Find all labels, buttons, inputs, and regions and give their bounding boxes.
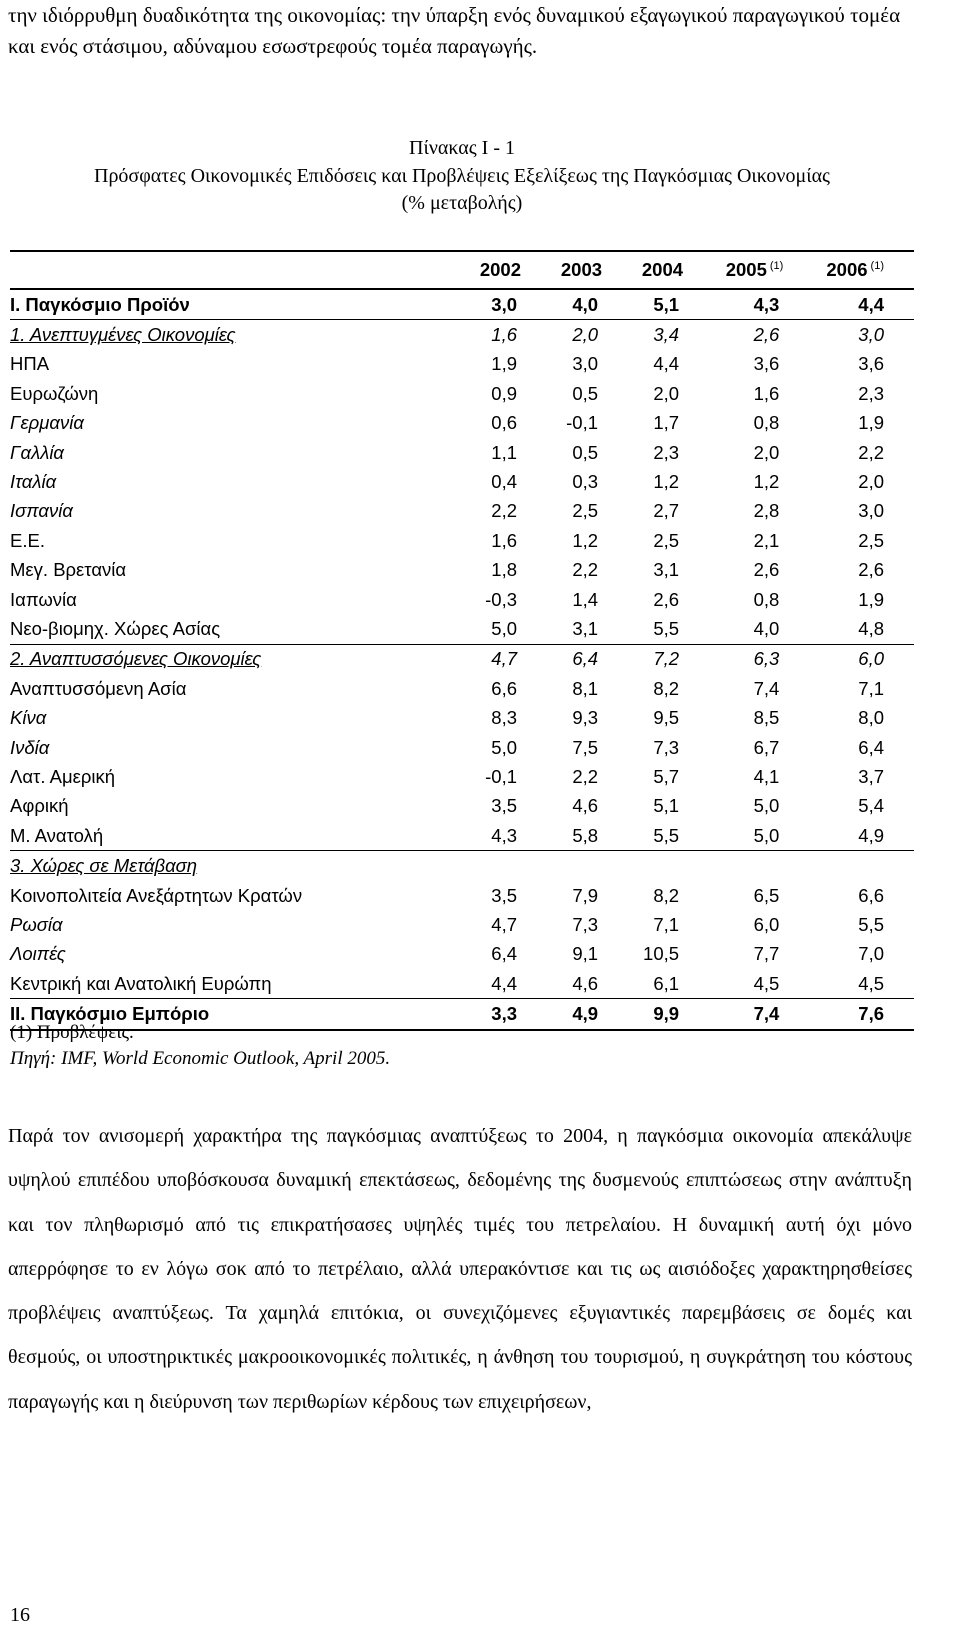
row-value: 2,1: [753, 529, 780, 551]
row-value: 2,5: [858, 529, 884, 551]
row-value: 5,0: [753, 795, 780, 817]
row-value: 0,8: [753, 412, 780, 434]
row-value: 3,0: [572, 353, 599, 375]
row-value: 3,3: [468, 999, 549, 1030]
table-row: [10, 733, 914, 762]
row-value: 8,2: [653, 677, 680, 699]
row-value: 6,1: [630, 969, 711, 999]
row-value: 1,6: [491, 529, 518, 551]
row-value: 2,3: [858, 382, 884, 404]
row-value: 3,4: [653, 324, 680, 346]
row-value: 0,5: [572, 441, 599, 463]
row-value: 4,7: [491, 913, 518, 935]
row-value: 4,6: [572, 795, 599, 817]
row-value: 6,0: [753, 913, 780, 935]
row-value: 2,2: [491, 500, 518, 522]
row-value: 1,1: [491, 441, 518, 463]
row-value: 4,3: [468, 821, 549, 851]
row-value: 2,2: [572, 765, 599, 787]
row-value: 5,7: [653, 765, 680, 787]
table-row: [10, 910, 914, 939]
table-row: [10, 762, 914, 791]
row-label: Ε.Ε.: [10, 529, 45, 551]
row-value: 7,0: [858, 943, 884, 965]
table-caption-block: [10, 134, 914, 216]
row-label: ΗΠΑ: [10, 353, 50, 375]
row-value: 2,2: [572, 559, 599, 581]
row-label: Κοινοπολιτεία Ανεξάρτητων Κρατών: [10, 884, 303, 906]
row-value: -0,1: [566, 412, 599, 434]
table-row: [10, 526, 914, 555]
row-value: 0,4: [491, 471, 518, 493]
table-unit: (% μεταβολής): [401, 192, 523, 214]
row-value: 4,8: [811, 614, 914, 644]
row-value: 2,5: [572, 500, 599, 522]
forecast-mark: (1): [870, 259, 884, 272]
row-value: 9,9: [630, 999, 711, 1030]
row-value: 2,0: [858, 471, 884, 493]
row-label: Νεο-βιομηχ. Χώρες Ασίας: [10, 614, 468, 644]
row-value: 3,7: [858, 765, 884, 787]
row-value: 5,0: [468, 614, 549, 644]
table-row: [10, 438, 914, 467]
row-value: 1,7: [653, 412, 680, 434]
row-label: Ισπανία: [10, 500, 73, 522]
row-value: 1,9: [858, 588, 884, 610]
row-value: 5,1: [653, 795, 680, 817]
table-row: [10, 320, 914, 350]
row-value: 7,9: [572, 884, 599, 906]
forecast-mark: (1): [769, 259, 784, 272]
row-label: Λατ. Αμερική: [10, 765, 116, 787]
row-value: 1,2: [653, 471, 680, 493]
row-value: 4,4: [653, 353, 680, 375]
row-value: 7,4: [711, 999, 811, 1030]
row-value: 2,6: [858, 559, 884, 581]
table-body: [10, 289, 914, 1030]
row-value: 5,5: [858, 913, 884, 935]
table-row: [10, 614, 914, 644]
row-value: 3,1: [653, 559, 680, 581]
row-value: 7,5: [572, 736, 599, 758]
row-value: 4,6: [549, 969, 630, 999]
header-blank: [10, 251, 468, 289]
table-row: [10, 821, 914, 851]
table-row: [10, 497, 914, 526]
row-value: 2,6: [653, 588, 680, 610]
row-value: 1,8: [491, 559, 518, 581]
row-value: 4,0: [711, 614, 811, 644]
intro-paragraph: [8, 0, 928, 62]
row-value: 6,4: [491, 943, 518, 965]
row-value: 8,1: [572, 677, 599, 699]
row-value: 9,1: [572, 943, 599, 965]
row-label: Γερμανία: [10, 412, 84, 434]
row-value: 4,5: [711, 969, 811, 999]
row-value: 5,4: [858, 795, 884, 817]
row-label: Ιαπωνία: [10, 588, 77, 610]
row-value: 9,3: [572, 707, 599, 729]
row-value: -0,1: [485, 765, 518, 787]
table-row: [10, 350, 914, 379]
table-row: [10, 969, 914, 999]
table-row: [10, 556, 914, 585]
body-text: Παρά τον ανισομερή χαρακτήρα της παγκόσμιας αναπτύξεως το 2004, η παγκόσμια οικονομία απεκάλυψε υψηλού επιπέδου υποβόσκουσα δυναμική επεκτάσεως, δεδομένης της δυσμενούς επιπτώσεως στην ανάπτυξη και τον πληθωρισμό από τις επικρατήσασες υψηλές τιμές του πετρελαίου. Η δυναμική αυτή όχι μόνο απερρόφησε το εν λόγω σοκ από το πετρέλαιο, αλλά υπερακόντισε και τις ως αισιόδοξες χαρακτηρησθείσες προβλέψεις αναπτύξεως. Τα χαμηλά επιτόκια, οι συνεχιζόμενες εξυγιαντικές παρεμβάσεις σε δομές και θεσμούς, οι υποστηρικτικές μακροοικονομικές πολιτικές, η άνθηση του τουρισμού, η συγκράτηση του κόστους παραγωγής και η διεύρυνση των περιθωρίων κέρδους των επιχειρήσεων,: [8, 1125, 912, 1413]
row-value: 2,0: [753, 441, 780, 463]
row-value: 7,3: [653, 736, 680, 758]
row-value: 4,3: [711, 289, 811, 320]
row-value: 6,5: [753, 884, 780, 906]
row-value: 4,9: [549, 999, 630, 1030]
row-value: 3,5: [491, 795, 518, 817]
row-label: Κίνα: [10, 707, 47, 729]
row-value: 5,0: [491, 736, 518, 758]
row-label: 2. Αναπτυσσόμενες Οικονομίες: [10, 648, 262, 670]
row-label: Ευρωζώνη: [10, 382, 99, 404]
row-value: 4,0: [549, 289, 630, 320]
row-value: 1,6: [491, 324, 518, 346]
row-value: 2,0: [653, 382, 680, 404]
economic-table: [10, 250, 914, 1031]
row-value: 5,8: [549, 821, 630, 851]
row-value: 1,2: [572, 529, 599, 551]
table-row: [10, 467, 914, 496]
row-value: 3,5: [491, 884, 518, 906]
row-value: 7,3: [572, 913, 599, 935]
body-paragraph: [8, 1114, 912, 1424]
table-row: [10, 940, 914, 969]
row-value: 8,3: [491, 707, 518, 729]
row-value: 8,0: [858, 707, 884, 729]
row-value: 4,4: [468, 969, 549, 999]
row-value: 4,7: [491, 648, 518, 670]
row-value: 1,9: [491, 353, 518, 375]
row-value: 3,0: [468, 289, 549, 320]
row-label: Μεγ. Βρετανία: [10, 559, 127, 581]
row-label: Ι. Παγκόσμιο Προϊόν: [10, 289, 468, 320]
row-label: Ρωσία: [10, 913, 63, 935]
row-value: 1,9: [858, 412, 884, 434]
table-row: [10, 289, 914, 320]
row-label: Αφρική: [10, 795, 69, 817]
header-year: 2003: [549, 251, 630, 289]
row-value: 2,3: [653, 441, 680, 463]
row-value: 7,4: [753, 677, 780, 699]
row-label: 1. Ανεπτυγμένες Οικονομίες: [10, 324, 236, 346]
row-value: 0,8: [753, 588, 780, 610]
row-label: Ινδία: [10, 736, 50, 758]
header-year: 2002: [468, 251, 549, 289]
header-year: 2004: [630, 251, 711, 289]
row-value: 6,4: [858, 736, 884, 758]
row-value: 2,7: [653, 500, 680, 522]
row-value: 3,0: [858, 324, 884, 346]
table-header-row: [10, 251, 914, 289]
row-value: 10,5: [643, 943, 680, 965]
row-value: 8,5: [753, 707, 780, 729]
intro-text: την ιδιόρρυθμη δυαδικότητα της οικονομίας: την ύπαρξη ενός δυναμικού εξαγωγικού παραγωγικού τομέα και ενός στάσιμου, αδύναμου εσωστρεφούς τομέα παραγωγής.: [8, 3, 901, 58]
table-notes: [10, 1020, 390, 1072]
row-value: 7,2: [653, 648, 680, 670]
row-value: 5,5: [630, 614, 711, 644]
header-year: 2005 $^{(1)}$: [711, 251, 811, 289]
row-label: Αναπτυσσόμενη Ασία: [10, 677, 187, 699]
row-value: 3,1: [549, 614, 630, 644]
row-value: [811, 851, 914, 881]
row-value: 6,7: [753, 736, 780, 758]
table-title: Πρόσφατες Οικονομικές Επιδόσεις και Προβλέψεις Εξελίξεως της Παγκόσμιας Οικονομίας: [94, 165, 830, 187]
table-row: [10, 585, 914, 614]
row-value: 2,8: [753, 500, 780, 522]
row-value: 0,9: [491, 382, 518, 404]
row-value: 7,1: [653, 913, 680, 935]
table-row: [10, 851, 914, 881]
row-value: 8,2: [653, 884, 680, 906]
row-label: ΙΙ. Παγκόσμιο Εμπόριο: [10, 999, 468, 1030]
row-value: 6,6: [491, 677, 518, 699]
row-value: 5,0: [711, 821, 811, 851]
row-value: 3,6: [858, 353, 884, 375]
row-value: 2,0: [572, 324, 599, 346]
row-label: 3. Χώρες σε Μετάβαση: [10, 855, 198, 877]
source-note: Πηγή: IMF, World Economic Outlook, April 2005.: [10, 1048, 391, 1069]
row-value: 6,4: [572, 648, 599, 670]
row-value: 2,6: [753, 324, 780, 346]
row-value: 7,6: [811, 999, 914, 1030]
row-label: Κεντρική και Ανατολική Ευρώπη: [10, 969, 468, 999]
row-value: 4,5: [811, 969, 914, 999]
row-value: 5,5: [630, 821, 711, 851]
row-value: 1,4: [572, 588, 599, 610]
table-row: [10, 792, 914, 821]
row-value: [711, 851, 811, 881]
row-value: 0,3: [572, 471, 599, 493]
header-year: 2006 $^{(1)}$: [811, 251, 914, 289]
table-row: [10, 379, 914, 408]
table-row: [10, 703, 914, 732]
row-value: 5,1: [630, 289, 711, 320]
row-value: 2,6: [753, 559, 780, 581]
row-value: 4,9: [811, 821, 914, 851]
row-value: 2,5: [653, 529, 680, 551]
row-value: 6,3: [753, 648, 780, 670]
row-value: 4,1: [753, 765, 780, 787]
row-label: Λοιπές: [10, 943, 66, 965]
table-row: [10, 644, 914, 674]
row-label: Μ. Ανατολή: [10, 821, 468, 851]
row-value: 3,0: [858, 500, 884, 522]
row-value: 2,2: [858, 441, 884, 463]
row-value: [468, 851, 549, 881]
row-value: [630, 851, 711, 881]
page-number: 16: [10, 1604, 30, 1626]
row-label: Γαλλία: [10, 441, 64, 463]
row-value: 6,6: [858, 884, 884, 906]
row-value: 0,5: [572, 382, 599, 404]
table-number: Πίνακας Ι - 1: [409, 137, 515, 159]
row-value: 9,5: [653, 707, 680, 729]
row-value: 1,6: [753, 382, 780, 404]
row-value: 7,1: [858, 677, 884, 699]
row-value: 1,2: [753, 471, 780, 493]
table-row: [10, 674, 914, 703]
row-value: 4,4: [811, 289, 914, 320]
row-value: 0,6: [491, 412, 518, 434]
row-value: [549, 851, 630, 881]
table-row: [10, 881, 914, 910]
row-value: 6,0: [858, 648, 884, 670]
row-value: 3,6: [753, 353, 780, 375]
row-value: -0,3: [485, 588, 518, 610]
row-value: 7,7: [753, 943, 780, 965]
forecast-note: (1) Προβλέψεις.: [10, 1022, 134, 1043]
table-row: [10, 409, 914, 438]
row-label: Ιταλία: [10, 471, 57, 493]
